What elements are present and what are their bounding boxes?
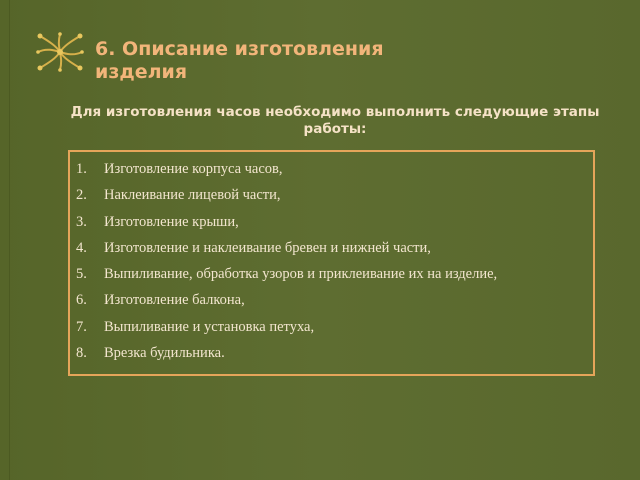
step-text: Изготовление корпуса часов, <box>104 161 283 177</box>
list-item <box>70 265 593 291</box>
step-text: Врезка будильника. <box>104 345 225 362</box>
step-number: 3. <box>76 213 87 230</box>
step-number: 7. <box>76 318 87 335</box>
step-number: 4. <box>76 239 87 256</box>
step-number: 6. <box>76 292 87 309</box>
step-text: Изготовление балкона, <box>104 292 245 309</box>
slide-title: 6. Описание изготовления изделия <box>95 38 384 83</box>
step-text: Наклеивание лицевой части, <box>104 187 281 204</box>
list-item <box>70 186 593 212</box>
step-number: 5. <box>76 266 87 283</box>
slide-subtitle: Для изготовления часов необходимо выполнить следующие этапы работы: <box>70 104 600 137</box>
step-text: Изготовление и наклеивание бревен и нижней части, <box>104 239 431 256</box>
steps-list <box>68 150 595 376</box>
step-number: 1. <box>76 161 87 177</box>
step-text: Выпиливание, обработка узоров и приклеивание их на изделие, <box>104 266 498 283</box>
list-item <box>70 318 593 344</box>
step-text: Изготовление крыши, <box>104 213 239 230</box>
slide-edge-line <box>9 0 10 480</box>
step-number: 8. <box>76 345 87 362</box>
list-item <box>70 344 593 370</box>
list-item <box>70 291 593 317</box>
step-text: Выпиливание и установка петуха, <box>104 318 315 335</box>
step-number: 2. <box>76 187 87 204</box>
list-item <box>70 239 593 265</box>
list-item <box>70 160 593 186</box>
golden-floral-ornament-icon <box>34 30 86 74</box>
list-item <box>70 213 593 239</box>
